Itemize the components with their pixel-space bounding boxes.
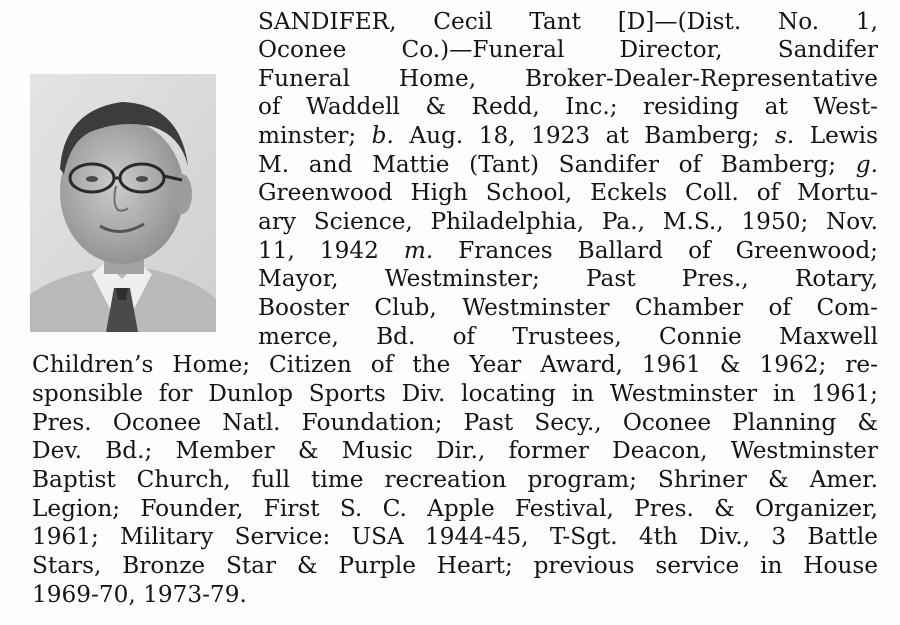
biography-line: SANDIFER, Cecil Tant [D]—(Dist. No. 1,	[258, 8, 878, 35]
line-segment: Lewis	[794, 122, 878, 149]
line-segment: Frances Ballard of Greenwood;	[433, 237, 878, 264]
biography-line: merce, Bd. of Trustees, Connie Maxwell	[258, 323, 878, 350]
biography-line: Dev. Bd.; Member & Music Dir., former Deacon, Westminster	[32, 437, 878, 464]
line-segment: minster;	[258, 122, 372, 149]
line-segment: Aug. 18, 1923 at Bamberg;	[393, 122, 775, 149]
portrait-photo	[30, 74, 216, 332]
biography-line: Booster Club, Westminster Chamber of Com-	[258, 294, 878, 321]
biography-line: Pres. Oconee Natl. Foundation; Past Secy., Oconee Planning &	[32, 409, 878, 436]
line-segment: 11, 1942	[258, 237, 404, 264]
married-abbreviation: m.	[403, 237, 434, 264]
biography-line: Children’s Home; Citizen of the Year Award, 1961 & 1962; re-	[32, 351, 878, 378]
biography-line	[258, 150, 878, 180]
biography-line: ary Science, Philadelphia, Pa., M.S., 1950; Nov.	[258, 208, 878, 235]
biography-line: sponsible for Dunlop Sports Div. locating in Westminster in 1961;	[32, 380, 878, 407]
biography-line: of Waddell & Redd, Inc.; residing at West-	[258, 93, 878, 120]
biography-line: 1961; Military Service: USA 1944-45, T-Sgt. 4th Div., 3 Battle	[32, 523, 878, 550]
biography-line	[258, 236, 878, 266]
son-abbreviation: s.	[774, 122, 795, 149]
biography-line: Oconee Co.)—Funeral Director, Sandifer	[258, 36, 878, 63]
line-segment: M. and Mattie (Tant) Sandifer of Bamberg;	[258, 151, 856, 178]
biography-line: Greenwood High School, Eckels Coll. of Mortu-	[258, 179, 878, 206]
biography-line: Stars, Bronze Star & Purple Heart; previous service in House	[32, 552, 878, 579]
biography-line: Baptist Church, full time recreation program; Shriner & Amer.	[32, 466, 878, 493]
portrait-image	[30, 74, 216, 332]
biography-line: Funeral Home, Broker-Dealer-Representative	[258, 65, 878, 92]
biography-line: Mayor, Westminster; Past Pres., Rotary,	[258, 265, 878, 292]
born-abbreviation: b.	[371, 122, 394, 149]
graduated-abbreviation: g.	[855, 151, 878, 178]
biography-line: Legion; Founder, First S. C. Apple Festival, Pres. & Organizer,	[32, 495, 878, 522]
biography-line: 1969-70, 1973-79.	[32, 581, 247, 608]
biography-line	[258, 121, 878, 151]
